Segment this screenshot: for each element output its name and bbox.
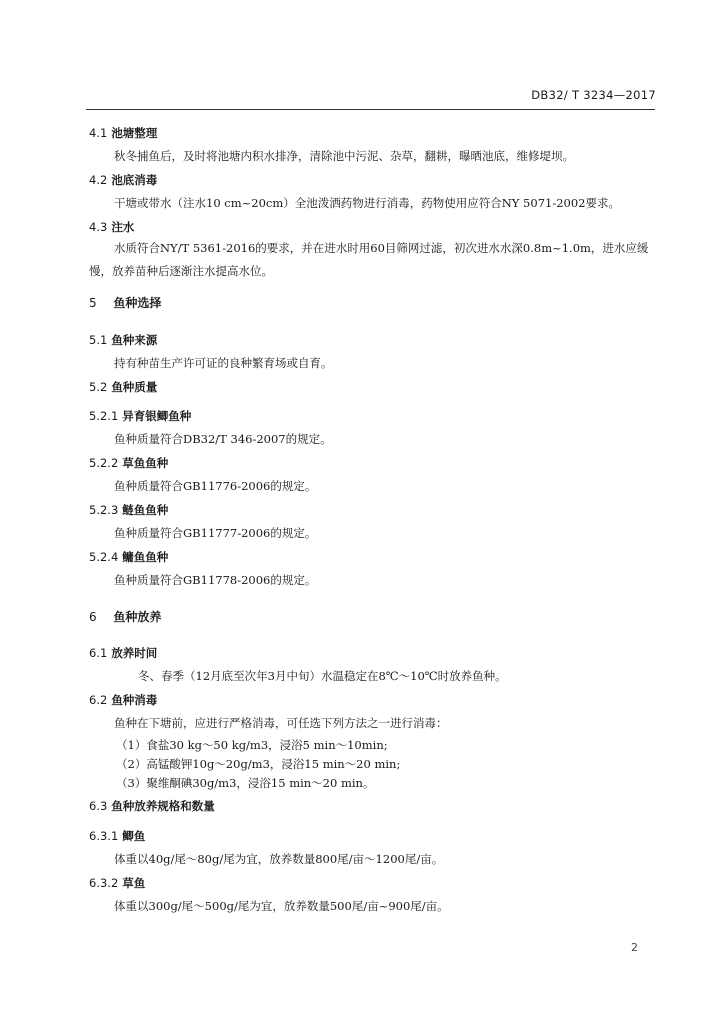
heading-6-3 [89,798,215,814]
heading-title: 鲢鱼鱼种 [122,503,169,517]
paragraph-5-1: 持有种苗生产许可证的良种繁育场或自育。 [114,356,333,370]
heading-title: 草鱼鱼种 [122,456,169,470]
heading-title: 异育银鲫鱼种 [122,409,192,423]
heading-4-2 [89,172,157,188]
paragraph-4-1: 秋冬捕鱼后，及时将池塘内积水排净，清除池中污泥、杂草，翻耕，曝晒池底，维修堤坝。 [114,149,574,163]
heading-number: 6.1 [89,646,108,660]
paragraph-5-2-2: 鱼种质量符合GB11776-2006的规定。 [114,479,317,493]
header-rule [86,109,655,110]
heading-number: 5.2.2 [89,456,119,470]
heading-number: 5.2 [89,380,108,394]
heading-5-2-4 [89,549,168,565]
heading-4-3 [89,219,134,235]
paragraph-6-2-intro: 鱼种在下塘前，应进行严格消毒，可任选下列方法之一进行消毒： [114,716,448,730]
heading-number: 5.2.4 [89,550,119,564]
chapter-5-heading [89,294,161,311]
chapter-6-heading [89,608,161,625]
heading-title: 鳙鱼鱼种 [122,550,169,564]
heading-title: 放养时间 [111,646,158,660]
heading-number: 6.3.1 [89,829,119,843]
heading-title: 鱼种放养规格和数量 [111,799,215,813]
heading-title: 鱼种来源 [111,333,158,347]
paragraph-4-2: 干塘或带水（注水10 cm~20cm）全池泼洒药物进行消毒，药物使用应符合NY 5071-2002要求。 [114,196,620,210]
heading-5-2-2 [89,455,168,471]
heading-6-3-2 [89,875,145,891]
chapter-title: 鱼种选择 [113,296,162,310]
document-code: DB32/ T 3234—2017 [531,88,656,102]
heading-4-1 [89,125,157,141]
heading-number: 5.2.1 [89,409,119,423]
chapter-title: 鱼种放养 [113,610,162,624]
heading-number: 6.3 [89,799,108,813]
heading-title: 鱼种消毒 [111,693,158,707]
paragraph-5-2-4: 鱼种质量符合GB11778-2006的规定。 [114,573,317,587]
heading-6-2 [89,692,157,708]
paragraph-5-2-3: 鱼种质量符合GB11777-2006的规定。 [114,526,317,540]
heading-number: 6.3.2 [89,876,119,890]
paragraph-6-3-1: 体重以40g/尾～80g/尾为宜，放养数量800尾/亩～1200尾/亩。 [114,852,444,866]
heading-number: 4.2 [89,173,108,187]
paragraph-6-3-2: 体重以300g/尾～500g/尾为宜，放养数量500尾/亩~900尾/亩。 [114,899,449,913]
chapter-number: 5 [89,296,97,310]
heading-title: 鲫鱼 [122,829,146,843]
heading-title: 注水 [111,220,135,234]
paragraph-6-1: 冬、春季（12月底至次年3月中旬）水温稳定在8℃～10℃时放养鱼种。 [138,669,507,683]
heading-5-2-3 [89,502,168,518]
heading-6-1 [89,645,157,661]
heading-number: 6.2 [89,693,108,707]
heading-number: 4.1 [89,126,108,140]
list-item: （2）高锰酸钾10g～20g/m3，浸浴15 min～20 min; [116,757,401,771]
heading-5-2-1 [89,408,191,424]
heading-number: 4.3 [89,220,108,234]
heading-title: 草鱼 [122,876,146,890]
paragraph-4-3: 水质符合NY/T 5361-2016的要求，并在进水时用60目筛网过滤，初次进水水深0.8m~1.0m，进水应缓慢，放养苗种后逐渐注水提高水位。 [89,241,649,278]
list-item: （3）聚维酮碘30g/m3，浸浴15 min～20 min。 [116,776,375,790]
page-number: 2 [631,941,638,954]
paragraph-5-2-1: 鱼种质量符合DB32/T 346-2007的规定。 [114,432,332,446]
heading-number: 5.2.3 [89,503,119,517]
heading-6-3-1 [89,828,145,844]
list-item: （1）食盐30 kg～50 kg/m3，浸浴5 min～10min; [116,738,388,752]
heading-5-1 [89,332,157,348]
chapter-number: 6 [89,610,97,624]
heading-5-2 [89,379,157,395]
heading-title: 池塘整理 [111,126,158,140]
heading-title: 鱼种质量 [111,380,158,394]
heading-title: 池底消毒 [111,173,158,187]
heading-number: 5.1 [89,333,108,347]
